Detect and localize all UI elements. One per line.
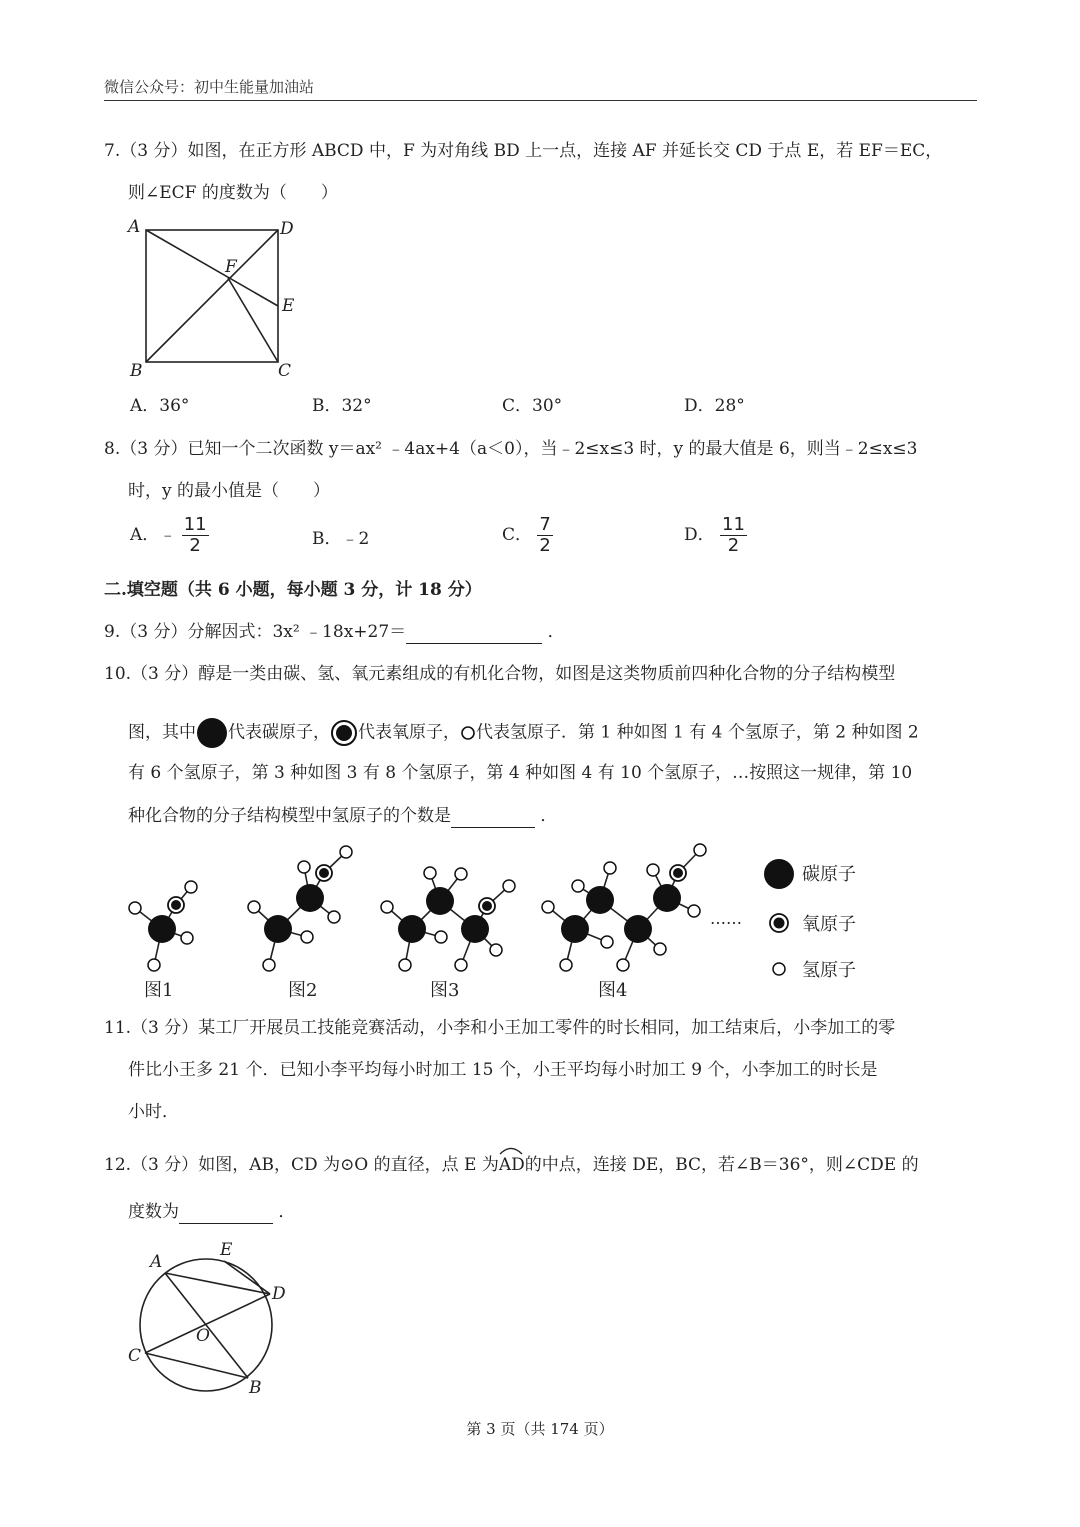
q12-label-c: C — [128, 1346, 142, 1366]
q7-label-e: E — [282, 296, 295, 316]
q7-option-b: B．32° — [312, 396, 372, 416]
header-divider — [104, 100, 977, 101]
q10-caption-fig4: 图4 — [598, 980, 628, 1001]
q8-option-a-fraction: $\frac{11}{2}$ — [183, 514, 207, 556]
q10-line3: 有 6 个氢原子，第 3 种如图 3 有 8 个氢原子，第 4 种如图 4 有 10 个氢原子，…按照这一规律，第 10 — [128, 763, 913, 783]
q8-option-a — [130, 515, 209, 556]
q9-line: 9.（3 分）分解因式：3x² ﹣18x+27＝ ． — [104, 622, 565, 642]
carbon-atom-icon — [196, 717, 228, 749]
q7-square-figure — [120, 212, 310, 384]
legend-carbon-icon — [764, 859, 794, 889]
q8-option-c-fraction: $\frac{7}{2}$ — [539, 514, 551, 556]
header-text: 微信公众号：初中生能量加油站 — [104, 78, 315, 96]
page-footer: 第 3 页（共 174 页） — [466, 1420, 614, 1438]
q11-line2: 件比小王多 21 个．已知小李平均每小时加工 15 个，小王平均每小时加工 9 个，小李加工的时长是 — [128, 1060, 878, 1080]
q12-label-a: A — [150, 1252, 163, 1272]
q10-line2: 图，其中 代表碳原子， 代表氧原子， 代表氢原子．第 1 种如图 1 有 4 个氢原子，第 2 种如图 2 — [128, 717, 919, 749]
q8-option-d — [684, 515, 747, 556]
q8-line1: 8.（3 分）已知一个二次函数 y＝ax² ﹣4ax+4（a＜0），当﹣2≤x≤3 时，y 的最大值是 6，则当﹣2≤x≤3 — [104, 439, 918, 459]
q12-arc-ad: AD — [499, 1153, 525, 1177]
carbon-atoms — [148, 884, 681, 943]
q7-line1: 7.（3 分）如图，在正方形 ABCD 中，F 为对角线 BD 上一点，连接 AF 并延长交 CD 于点 E，若 EF＝EC， — [104, 141, 943, 161]
q10-ellipsis: …… — [710, 909, 742, 928]
oxygen-atom-icon — [330, 719, 358, 747]
q7-label-a: A — [128, 217, 141, 237]
q12-label-b: B — [249, 1378, 262, 1395]
q8-option-c-label: C． — [502, 525, 533, 545]
q12-line1: 12.（3 分）如图，AB，CD 为⊙O 的直径，点 E 为 AD的中点，连接 DE，BC，若∠B＝36°，则∠CDE 的 — [104, 1153, 919, 1177]
q7-line2: 则∠ECF 的度数为（ ） — [128, 183, 338, 203]
q9-answer-blank — [406, 625, 542, 644]
q7-option-d: D．28° — [684, 396, 745, 416]
q7-label-d: D — [280, 219, 294, 239]
q12-label-o: O — [196, 1326, 210, 1346]
q8-option-d-label: D． — [684, 525, 715, 545]
q8-option-d-fraction: $\frac{11}{2}$ — [722, 514, 745, 556]
hydrogen-atoms — [129, 844, 706, 971]
q7-label-b: B — [130, 361, 143, 381]
q7-label-c: C — [278, 361, 292, 381]
q12-label-d: D — [272, 1284, 286, 1304]
q11-line3: 小时． — [128, 1102, 179, 1122]
legend-carbon-label: 碳原子 — [802, 864, 856, 885]
q10-line1: 10.（3 分）醇是一类由碳、氢、氧元素组成的有机化合物，如图是这类物质前四种化合物的分子结构模型 — [104, 664, 896, 684]
legend-hydrogen-label: 氢原子 — [802, 960, 856, 981]
q12-line2: 度数为 ． — [128, 1202, 296, 1222]
q10-caption-fig3: 图3 — [430, 980, 460, 1001]
q12-label-e: E — [220, 1240, 233, 1260]
hydrogen-atom-icon — [460, 725, 476, 741]
q12-answer-blank — [179, 1205, 273, 1224]
q10-caption-fig1: 图1 — [144, 980, 174, 1001]
q7-label-f: F — [225, 257, 237, 277]
q7-option-a: A．36° — [130, 396, 190, 416]
q8-option-c — [502, 515, 553, 556]
q8-option-b: B．﹣2 — [312, 529, 370, 549]
legend-oxygen-label: 氧原子 — [802, 914, 856, 935]
q10-molecule-figure — [120, 838, 880, 1008]
q12-circle-figure — [120, 1235, 300, 1395]
q10-answer-blank — [451, 809, 535, 828]
section-2-title: 二.填空题（共 6 小题，每小题 3 分，计 18 分） — [104, 580, 482, 600]
q8-line2: 时，y 的最小值是（ ） — [128, 481, 331, 501]
q7-option-c: C．30° — [502, 396, 563, 416]
q10-line4: 种化合物的分子结构模型中氢原子的个数是 ． — [128, 806, 558, 826]
legend-hydrogen-icon — [773, 963, 785, 975]
q8-option-a-label: A．﹣ — [130, 525, 177, 545]
q11-line1: 11.（3 分）某工厂开展员工技能竞赛活动，小李和小王加工零件的时长相同，加工结束后，小李加工的零 — [104, 1018, 896, 1038]
q10-caption-fig2: 图2 — [288, 980, 318, 1001]
